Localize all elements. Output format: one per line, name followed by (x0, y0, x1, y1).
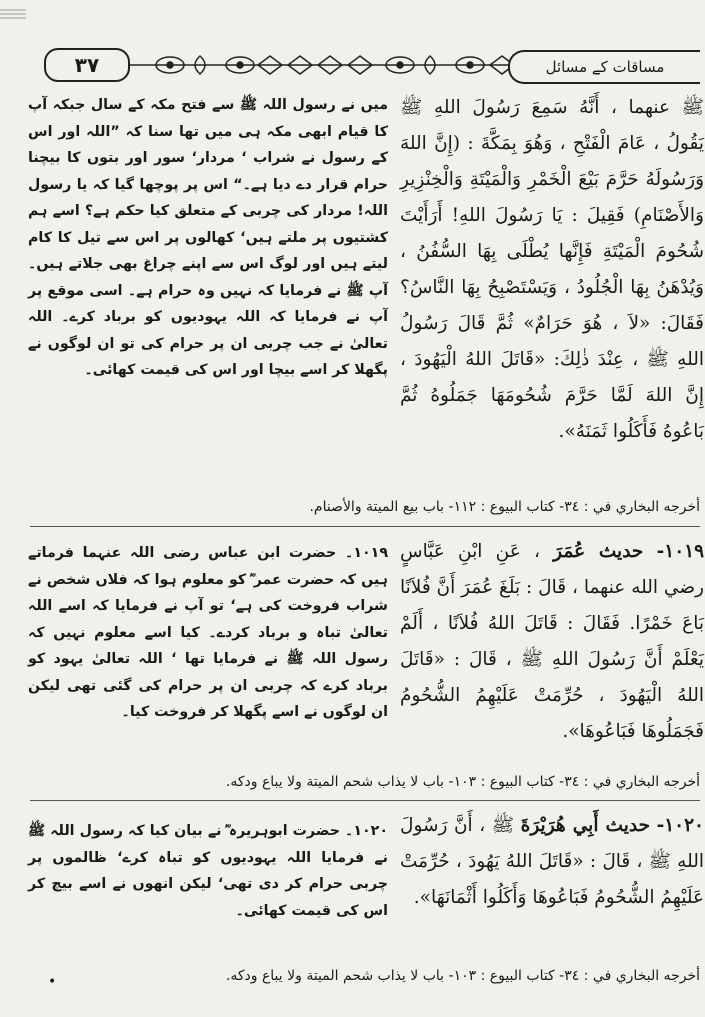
section-divider (30, 800, 700, 801)
hadith-arabic-block-2 (400, 534, 704, 750)
hadith-number: ١٠٢٠- (656, 815, 704, 836)
page-number: ۳۷ (44, 48, 130, 82)
bullet-dot: • (48, 974, 57, 990)
hadith-urdu-translation-2: ۱۰۱۹۔ حضرت ابن عباس رضی اللہ عنہما فرماتے ہیں کہ حضرت عمر ؓ کو معلوم ہوا کہ فلاں شخص نے شراب فروخت کی ہے‘ تو آپ نے فرمایا کہ اسے اللہ تعالیٰ تباہ و برباد کردے۔ کیا اسے معلوم نہیں کہ رسول اللہ ﷺ نے فرمایا تھا ‘ اللہ تعالیٰ یہود کو برباد کرے کہ چربی ان پر حرام کی گئی تھی لیکن ان لوگوں نے اسے پگھلا کر فروخت کیا۔ (28, 545, 388, 720)
hadith-arabic-text-2: ، عَنِ ابْنِ عَبَّاسٍ رضي الله عنهما ، قَالَ : بَلَغَ عُمَرَ أَنَّ فُلاَنًا بَاعَ خَمْرًا. فَقَالَ : قَاتَلَ اللهُ فُلاَنًا ، أَلَمْ يَعْلَمْ أَنَّ رَسُولَ اللهِ ﷺ ، قَالَ : «قَاتَلَ اللهُ الْيَهُودَ ، حُرِّمَتْ عَلَيْهِمُ الشُّحُومُ فَجَمَلُوهَا فَبَاعُوهَا». (400, 541, 704, 742)
hadith-urdu-translation-3: ۱۰۲۰۔ حضرت ابوہریرہ ؓ نے بیان کیا کہ رسول اللہ ﷺ نے فرمایا اللہ یہودیوں کو تباہ کرے‘ ظالموں پر چربی حرام کر دی تھی‘ لیکن انھوں نے اسے بیچ کر اس کی قیمت کھائی۔ (28, 823, 388, 919)
hadith-arabic-block-3 (400, 808, 704, 916)
hadith-arabic-text-1: ﷺ عنهما ، أَنَّهُ سَمِعَ رَسُولَ اللهِ ﷺ يَقُولُ ، عَامَ الْفَتْحِ ، وَهُوَ بِمَكَّةَ : (إِنَّ اللهَ وَرَسُولَهُ حَرَّمَ بَيْعَ الْخَمْرِ وَالْمَيْتَةِ وَالْخِنْزِيرِ وَالأَصْنَامِ) فَقِيلَ : يَا رَسُولَ اللهِ! أَرَأَيْتَ شُحُومَ الْمَيْتَةِ فَإِنَّها يُطْلَى بِهَا السُّفُنُ ، وَيُدْهَنُ بِهَا الْجُلُودُ ، وَيَسْتَصْبِحُ بِهَا النَّاسُ؟ فَقَالَ: «لاَ ، هُوَ حَرَامٌ» ثُمَّ قَالَ رَسُولُ اللهِ ﷺ ، عِنْدَ ذٰلِكَ: «قَاتَلَ اللهُ الْيَهُودَ ، إِنَّ اللهَ لَمَّا حَرَّمَ شُحُومَهَا جَمَلُوهُ ثُمَّ بَاعُوهُ فَأَكَلُوا ثَمَنَهُ». (400, 97, 704, 442)
hadith-title: حديث عُمَرَ (553, 541, 644, 562)
hadith-title: حديث أَبِي هُرَيْرَةَ (520, 815, 651, 836)
chapter-title: مساقات کے مسائل (508, 50, 700, 84)
hadith-reference-1: أخرجه البخاري في : ٣٤- كتاب البيوع : ١١٢- باب بيع الميتة والأصنام. (309, 499, 700, 515)
hadith-urdu-translation-1: میں نے رسول اللہ ﷺ سے فتح مکہ کے سال جبکہ آپ کا قیام ابھی مکہ ہی میں تھا سنا کہ ”اللہ اور اس کے رسول نے شراب ‘ مردار‘ سور اور بتوں کا بیچنا حرام قرار دے دیا ہے۔“ اس پر پوچھا گیا کہ یا رسول اللہ! مردار کی چربی کے متعلق کیا حکم ہے؟ اسے ہم کشتیوں پر ملتے ہیں‘ کھالوں پر اس سے تیل کا کام لیتے ہیں اور لوگ اس سے اپنے چراغ بھی جلاتے ہیں۔ آپ ﷺ نے فرمایا کہ نہیں وہ حرام ہے۔ اسی موقع پر آپ نے فرمایا کہ اللہ یہودیوں کو برباد کرے۔ اللہ تعالیٰ نے جب چربی ان پر حرام کی تو ان لوگوں نے پگھلا کر اسے بیچا اور اس کی قیمت کھائی۔ (28, 97, 388, 378)
hadith-reference-3: أخرجه البخاري في : ٣٤- كتاب البيوع : ١٠٣- باب لا يذاب شحم الميتة ولا يباع ودكه. (225, 968, 700, 984)
section-divider (30, 526, 700, 527)
page-header (38, 46, 698, 84)
ornamental-border (130, 52, 550, 78)
hadith-number: ١٠١٩- (656, 541, 705, 562)
page-corner-mark (0, 0, 30, 34)
hadith-arabic-text-3: ﷺ ، أَنَّ رَسُولَ اللهِ ﷺ ، قَالَ : «قَاتَلَ اللهُ يَهُودَ ، حُرِّمَتْ عَلَيْهِمُ الشُّحُومُ فَبَاعُوهَا وَأَكَلُوا أَثْمَانَهَا». (400, 815, 704, 908)
hadith-reference-2: أخرجه البخاري في : ٣٤- كتاب البيوع : ١٠٣- باب لا يذاب شحم الميتة ولا يباع ودكه. (225, 774, 700, 790)
